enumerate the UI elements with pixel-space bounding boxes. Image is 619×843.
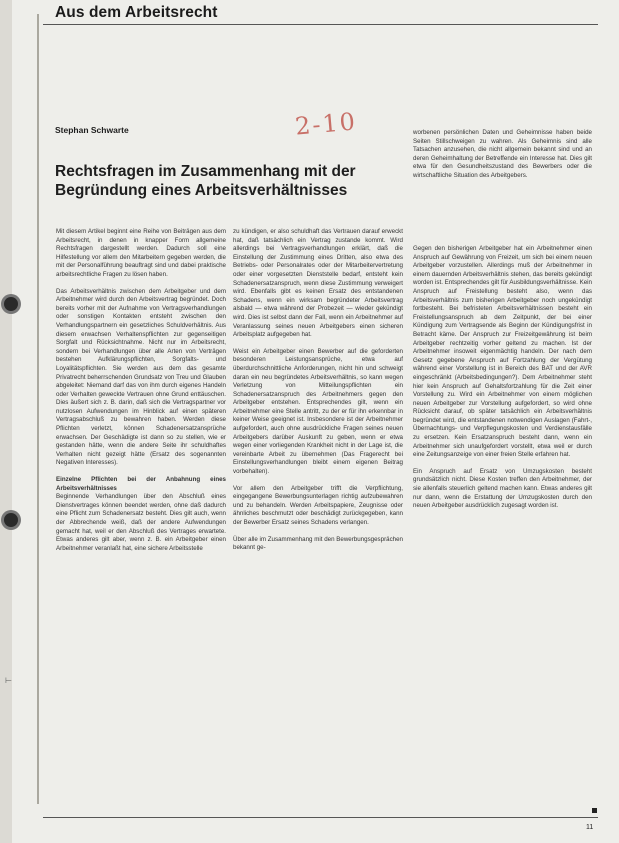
punch-hole-bottom: [4, 513, 18, 527]
paragraph: Weist ein Arbeitgeber einen Bewerber auf die geforderten besonderen Leistungsansprüche, etwa auf überdurchschnittliche Anforderungen, nicht hin und schweigt daran ein neu begründetes Arbeitsverhältnis, so kann wegen Verletzung von Mitteilungspflichten ein Schadenersatzanspruch des Arbeitnehmers gegen den Arbeitgeber entstehen. Entsprechendes gilt, wenn ein Arbeitnehmer eine Stelle antritt, zu der er für ihn erkennbar in keiner Weise geeignet ist. Insbesondere ist der Arbeitnehmer aufgefordert, auch ohne ausdrückliche Fragen seines neuen Arbeitgebers darüber Auskunft zu geben, wenn er etwa wegen einer vorliegenden Krankheit nicht in der Lage ist, die vereinbarte Arbeit zu übernehmen (Das Fragerecht bei Einstellungsverhandlungen bleibt einem eigenen Beitrag vorbehalten).: [233, 347, 403, 476]
paragraph: Gegen den bisherigen Arbeitgeber hat ein Arbeitnehmer einen Anspruch auf Gewährung von Freizeit, um sich bei einem neuen Arbeitgeber vorzustellen. Allerdings muß der Arbeitnehmer in einem dauernden Arbeitsverhältnis stehen, das bereits gekündigt worden ist. Entsprechendes gilt für Ausbildungsverhältnisse. Kein Anspruch auf Freistellung besteht also, wenn das Arbeitsverhältnis zum bisherigen Arbeitgeber noch ungekündigt fortbesteht. Bei befristeten Arbeitsverhältnissen besteht ein Freistellungsanspruch ab dem Zeitpunkt, der bei einer Kündigung zum Vertragsende als Beginn der Kündigungsfrist in Betracht käme. Der Anspruch zur Freizeitgewährung ist beim Arbeitgeber rechtzeitig vorher geltend zu machen. Ist der Arbeitnehmer insoweit eigenmächtig handeln. Der nach dem Gesetz gegebene Anspruch auf Fortzahlung der Vergütung während einer Vorstellung ist in Bereich des BAT und der AVR eingeschränkt (Arbeitsbedingungen?). Dem Arbeitnehmer steht hier kein Anspruch auf Gehaltsfortzahlung für die Zeit einer Vorstellung zu. Wird ein Arbeitnehmer von einem möglichen neuen Arbeitgeber zur Vorstellung aufgefordert, so wird ohne Rücksicht darauf, ob später tatsächlich ein Arbeitsverhältnis begründet wird, die entstandenen notwendigen Auslagen (Fahrt-, Übernachtungs- und Verpflegungskosten und Verdienstausfälle zu ersetzen. Kein Ersatzanspruch besteht dann, wenn ein Arbeitnehmer sich unaufgefordert vorstellt, etwa weil er durch eine Zeitungsanzeige von einer freien Stelle erfahren hat.: [413, 245, 592, 459]
end-of-article-mark: [592, 808, 597, 813]
punch-hole-top: [4, 297, 18, 311]
binding-line: [37, 14, 39, 804]
header-rule: [43, 24, 598, 25]
paragraph: Vor allem den Arbeitgeber trifft die Verpflichtung, eingegangene Bewerbungsunterlagen richtig aufzubewahren und zu behandeln. Werden Arbeitspapiere, Zeugnisse oder ähnliches beschmutzt oder beschädigt zurückgegeben, kann der Bewerber Ersatz seines Schadens verlangen.: [233, 484, 403, 526]
column-3: [413, 245, 592, 519]
page-number: 11: [586, 824, 594, 831]
column-3-top: [413, 129, 592, 189]
footer-rule: [43, 817, 598, 818]
handwritten-mark: 2-10: [293, 107, 359, 141]
column-2: [233, 228, 403, 561]
paragraph: Über alle im Zusammenhang mit den Bewerbungsgesprächen bekannt ge-: [233, 535, 403, 552]
column-1: [56, 228, 226, 561]
paragraph: worbenen persönlichen Daten und Geheimnisse haben beide Seiten Stillschweigen zu wahren. Als Geheimnis sind alle Tatsachen anzusehen, die nicht allgemein bekannt sind und an deren Geheimhaltung der Betreffende ein Interesse hat. Dies gilt etwa für den Gesundheitszustand des Bewerbers oder die wirtschaftliche Situation des Arbeitgebers.: [413, 129, 592, 179]
subheading: Einzelne Pflichten bei der Anbahnung eines Arbeitsverhältnisses: [56, 476, 226, 492]
author-name: Stephan Schwarte: [55, 125, 129, 135]
binding-gutter: [0, 0, 12, 843]
paragraph: Das Arbeitsverhältnis zwischen dem Arbeitgeber und dem Arbeitnehmer wird durch den Arbeitsvertrag begründet. Doch bereits vorher mit der Aufnahme von Vertragsverhandlungen oder sonstigen Kontakten entsteht zwischen den Verhandlungspartnern ein gesetzliches Schuldverhältnis. Aus diesem erwachsen Verhaltenspflichten zur gegenseitigen Sorgfalt und Rücksichtnahme. Nicht nur im Arbeitsrecht, sondern bei Verhandlungen über alle Arten von Verträgen bestehen Aufklärungspflichten, Sorgfalts- und Loyalitätspflichten. Sie werden aus dem das gesamte Privatrecht beherrschenden Grundsatz von Treu und Glauben abgeleitet: Niemand darf das von ihm durch eigenes Handeln oder Verhalten geweckte Vertrauen ohne Grund enttäuschen. Dies äußert sich z. B. darin, daß sich die Vertragspartner vor nutzlosen Aufwendungen im Hinblick auf einen späteren Vertragsabschluß zu bewahren haben. Werden diese Pflichten verletzt, können Schadenersatzansprüche erwachsen. Der Geschädigte ist dann so zu stellen, wie er gestanden hätte, wenn die andere Seite ihr schuldhaftes Verhalten nicht gezeigt hätte (Ersatz des sogenannten Negativen Interesses).: [56, 287, 226, 467]
margin-tick: ⊢: [5, 676, 12, 685]
article-title: Rechtsfragen im Zusammenhang mit der Begründung eines Arbeitsverhältnisses: [55, 163, 356, 199]
paragraph: Mit diesem Artikel beginnt eine Reihe von Beiträgen aus dem Arbeitsrecht, in denen in knapper Form allgemeine Rechtsfragen dargestellt werden. Dadurch soll eine Hilfestellung vor allem den Mitarbeitern gegeben werden, die mit der Personalführung beauftragt sind und dabei praktische arbeitsrechtliche Fragen zu lösen haben.: [56, 228, 226, 278]
paragraph: Beginnende Verhandlungen über den Abschluß eines Dienstvertrages können beendet werden, ohne daß dadurch eine Pflicht zum Schadenersatz besteht. Dies gilt auch, wenn der Abbrechende weiß, daß der andere Aufwendungen gemacht hat, weil er den Abschluß des Vertrages erwartete. Etwas anderes gilt aber, wenn z. B. ein Arbeitgeber einen Arbeitnehmer veranlaßt hat, eine sichere Arbeitsstelle: [56, 493, 226, 552]
paragraph: zu kündigen, er also schuldhaft das Vertrauen darauf erweckt hat, daß tatsächlich ein Vertrag zustande kommt. Wird allerdings bei Vertragsverhandlungen erklärt, daß die Einstellung der Zustimmung eines Dritten, also etwa des Betriebs- oder Personalrates oder der Mitarbeitervertretung oder einer vorgesetzten Dienststelle bedarf, entsteht kein Schadenersatzanspruch, wenn diese Zustimmung verweigert wird. Ebenfalls gibt es keinen Ersatz des entstandenen Schadens, wenn ein wirksam begründeter Arbeitsvertrag alsbald — etwa während der Probezeit — wieder gekündigt wird. Dies ist selbst dann der Fall, wenn ein Arbeitnehmer auf Veranlassung seines neuen Arbeitgebers einen sicheren Arbeitsplatz aufgegeben hat.: [233, 228, 403, 339]
paragraph: Ein Anspruch auf Ersatz von Umzugskosten besteht grundsätzlich nicht. Diese Kosten treffen den Arbeitnehmer, der sie allenfalls steuerlich geltend machen kann. Etwas anderes gilt nur dann, wenn die Erstattung der Umzugskosten durch den neuen Arbeitgeber ausdrücklich zugesagt worden ist.: [413, 467, 592, 510]
section-header: Aus dem Arbeitsrecht: [55, 4, 218, 21]
